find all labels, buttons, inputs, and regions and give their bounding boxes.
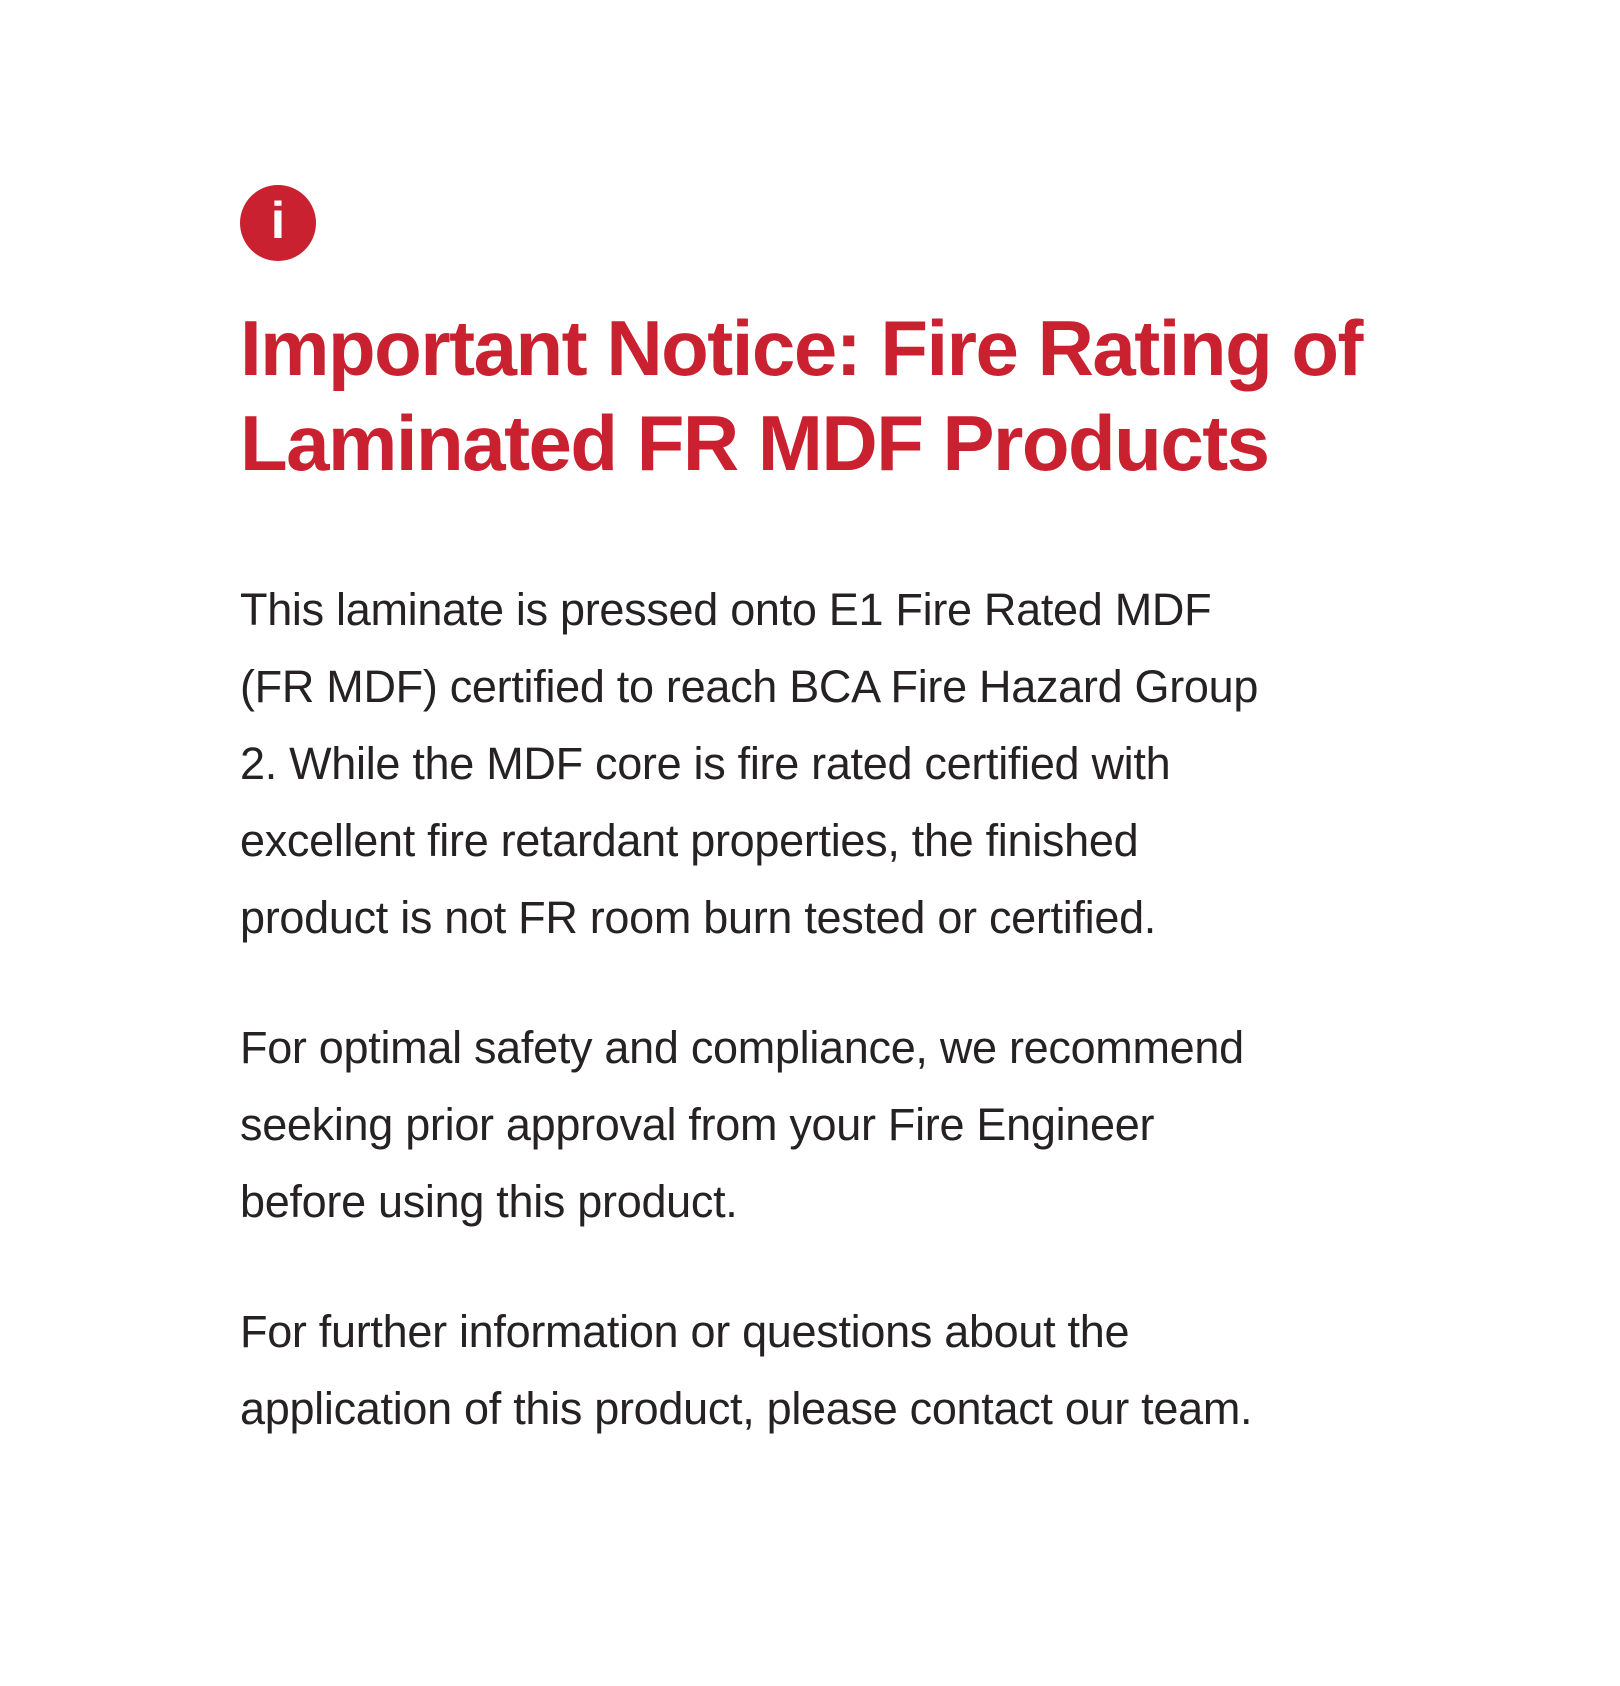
info-icon (240, 185, 316, 261)
notice-paragraph: For optimal safety and compliance, we recommend seeking prior approval from your Fire Engineer before using this product. (240, 1022, 1244, 1227)
info-icon-glyph: i (270, 192, 286, 250)
notice-body (240, 571, 1380, 1447)
notice-title-line-2: Laminated FR MDF Products (240, 399, 1269, 487)
notice-title-line-1: Important Notice: Fire Rating of (240, 304, 1362, 392)
notice-title (240, 301, 1380, 491)
notice-paragraph: For further information or questions about the application of this product, please contact our team. (240, 1306, 1253, 1434)
notice-paragraph: This laminate is pressed onto E1 Fire Rated MDF (FR MDF) certified to reach BCA Fire Hazard Group 2. While the MDF core is fire rated certified with excellent fire retardant properties, the finished product is not FR room burn tested or certified. (240, 584, 1259, 943)
